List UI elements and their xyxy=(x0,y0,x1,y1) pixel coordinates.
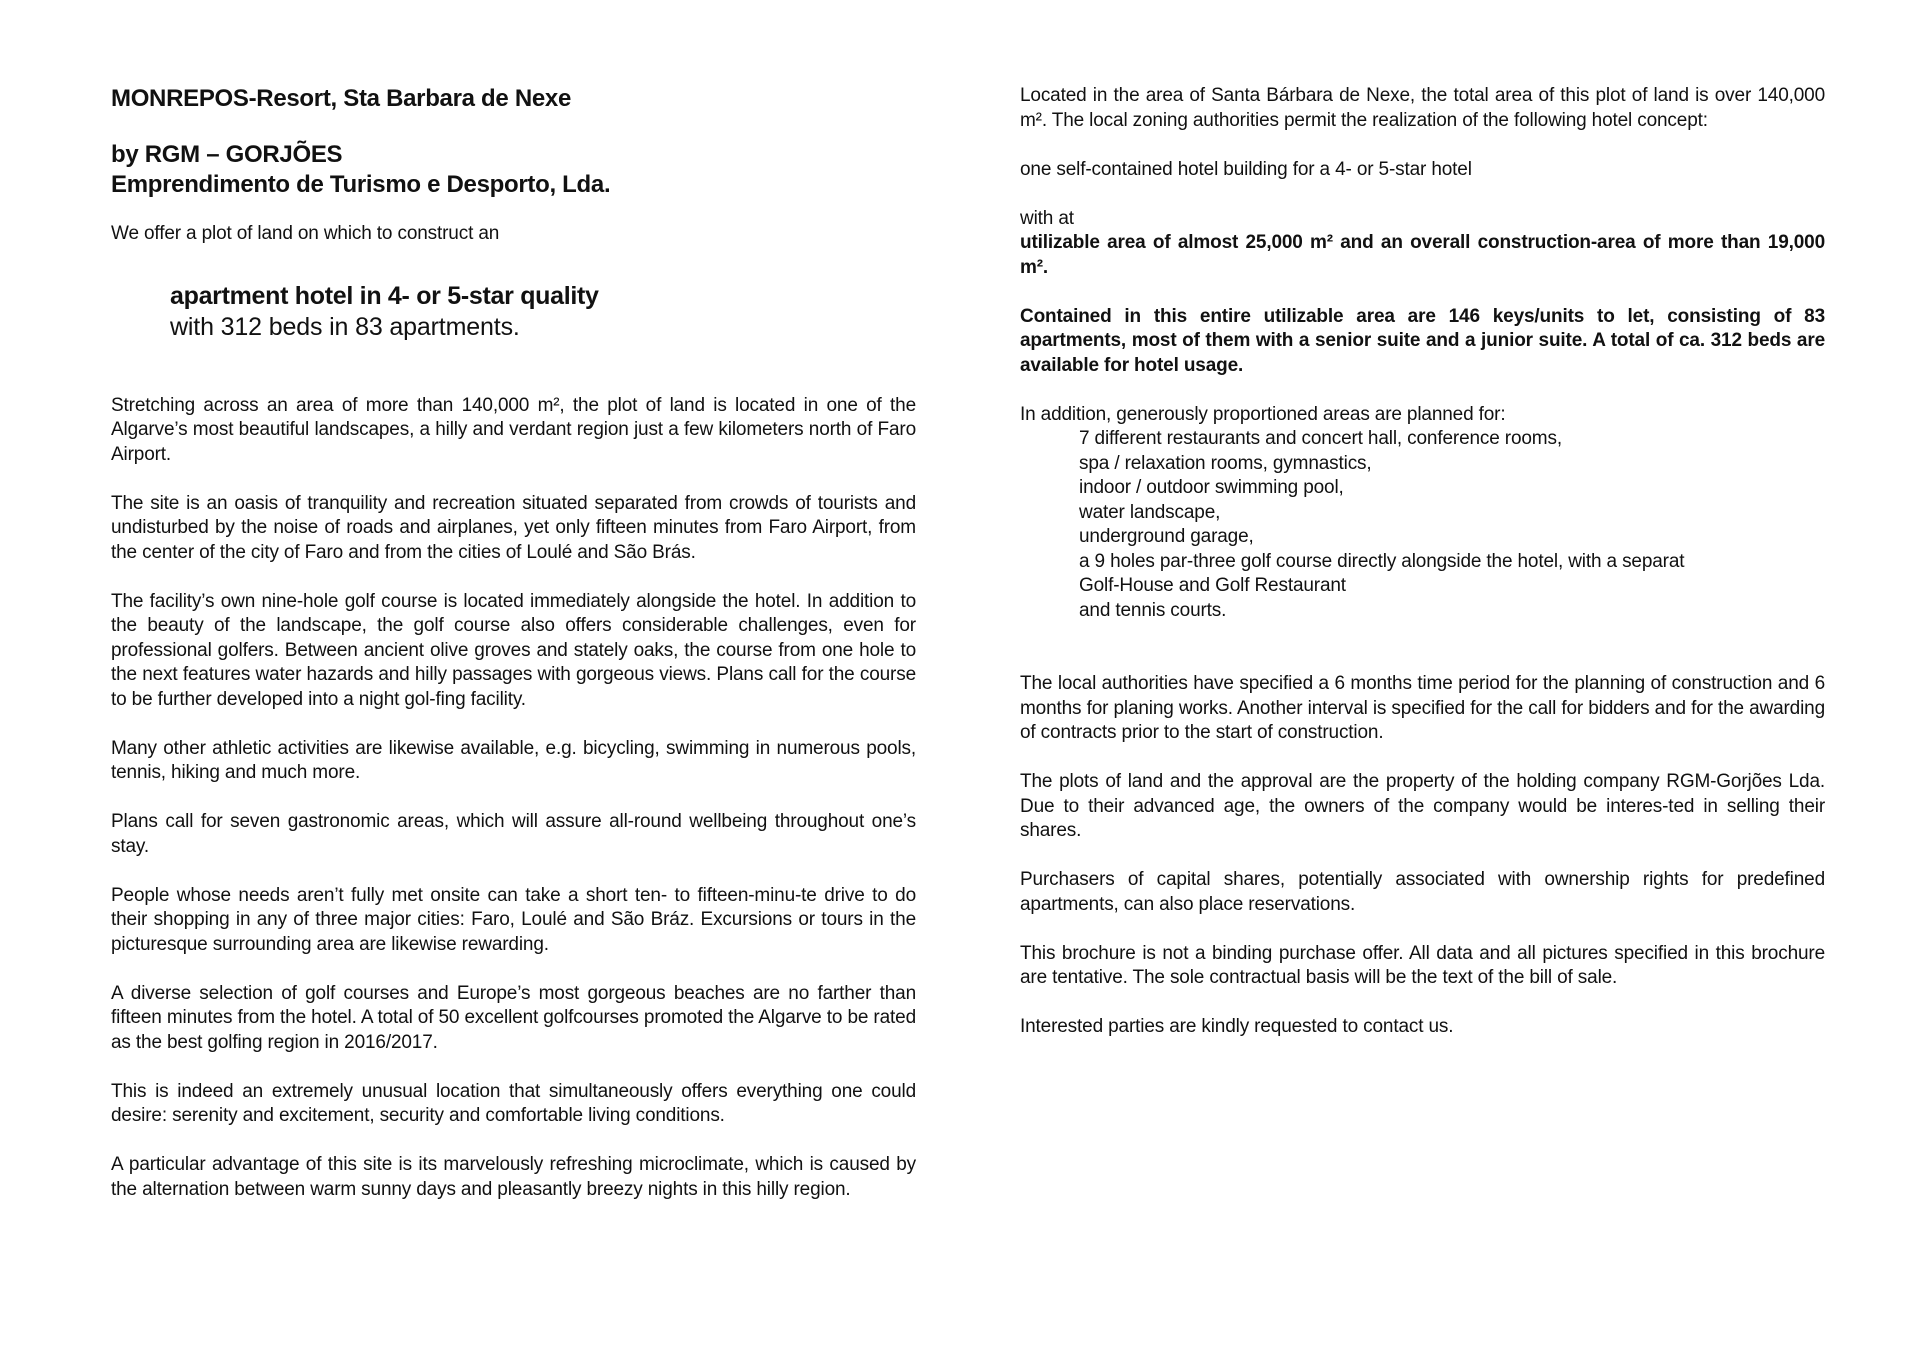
with-at-label: with at xyxy=(1020,207,1074,229)
units-statement: Contained in this entire utilizable area are 146 keys/units to let, consisting of 83 apartments, most of them with a senior suite and a junior suite. A total of ca. 312 beds are available for hotel usage. xyxy=(1020,305,1825,376)
paragraph-location: Stretching across an area of more than 140,000 m², the plot of land is located in one of the Algarve’s most beautiful landscapes, a hilly and verdant region just a few kilometers north of Faro Airport. xyxy=(111,394,916,465)
left-column xyxy=(111,84,916,1202)
paragraph-beaches: A diverse selection of golf courses and Europe’s most gorgeous beaches are no farther than fifteen minutes from the hotel. A total of 50 excellent golfcourses promoted the Algarve to be rated as the best golfing region in 2016/2017. xyxy=(111,982,916,1053)
offer-highlight-detail: with 312 beds in 83 apartments. xyxy=(170,312,520,341)
company-name-line-2: Emprendimento de Turismo e Desporto, Lda. xyxy=(111,171,611,198)
paragraph-shopping: People whose needs aren’t fully met onsite can take a short ten- to fifteen-minu-te drive to do their shopping in any of three major cities: Faro, Loulé and São Bráz. Excursions or tours in the picturesque surrounding area are likewise rewarding. xyxy=(111,884,916,955)
paragraph-gastronomy: Plans call for seven gastronomic areas, which will assure all-round wellbeing throughout one’s stay. xyxy=(111,811,916,857)
paragraph-reservations: Purchasers of capital shares, potentially associated with ownership rights for predefined apartments, can also place reservations. xyxy=(1020,869,1825,915)
list-item: a 9 holes par-three golf course directly alongside the hotel, with a separat xyxy=(1079,550,1685,572)
paragraph-unusual-location: This is indeed an extremely unusual location that simultaneously offers everything one could desire: serenity and excitement, security and comfortable living conditions. xyxy=(111,1080,916,1126)
paragraph-ownership: The plots of land and the approval are the property of the holding company RGM-Gorjões Lda. Due to their advanced age, the owners of the company would be interes-ted in selling their shares. xyxy=(1020,771,1825,841)
offer-intro: We offer a plot of land on which to construct an xyxy=(111,223,500,244)
paragraph-golf-course: The facility’s own nine-hole golf course is located immediately alongside the hotel. In addition to the beauty of the landscape, the golf course also offers considerable challenges, even for professional golfers. Between ancient olive groves and stately oaks, the course from one hole to the next features water hazards and hilly passages with gorgeous views. Plans call for the course to be further developed into a night gol-fing facility. xyxy=(111,590,916,710)
list-item: Golf-House and Golf Restaurant xyxy=(1079,575,1346,596)
list-item: 7 different restaurants and concert hall, conference rooms, xyxy=(1079,428,1562,449)
paragraph-contact: Interested parties are kindly requested to contact us. xyxy=(1020,1016,1454,1037)
list-item: spa / relaxation rooms, gymnastics, xyxy=(1079,452,1372,474)
offer-highlight-strong: apartment hotel in 4- or 5-star quality xyxy=(170,281,599,310)
resort-title: MONREPOS-Resort, Sta Barbara de Nexe xyxy=(111,85,572,112)
right-column xyxy=(1020,84,1825,1040)
paragraph-athletics: Many other athletic activities are likewise available, e.g. bicycling, swimming in numerous pools, tennis, hiking and much more. xyxy=(111,737,916,783)
paragraph-timeline: The local authorities have specified a 6 months time period for the planning of construction and 6 months for planing works. Another interval is specified for the call for bidders and for the awarding of contracts prior to the start of construction. xyxy=(1020,673,1825,743)
list-item: underground garage, xyxy=(1079,526,1254,547)
list-item: water landscape, xyxy=(1079,501,1221,523)
utilizable-area-statement: utilizable area of almost 25,000 m² and an overall construction-area of more than 19,000 m². xyxy=(1020,232,1825,278)
paragraph-zoning: Located in the area of Santa Bárbara de Nexe, the total area of this plot of land is over 140,000 m². The local zoning authorities permit the realization of the following hotel concept: xyxy=(1020,85,1825,131)
list-item: and tennis courts. xyxy=(1079,599,1227,621)
list-item: indoor / outdoor swimming pool, xyxy=(1079,477,1344,498)
offer-highlight xyxy=(170,281,916,343)
paragraph-disclaimer: This brochure is not a binding purchase offer. All data and all pictures specified in this brochure are tentative. The sole contractual basis will be the text of the bill of sale. xyxy=(1020,942,1825,988)
hotel-concept: one self-contained hotel building for a 4- or 5-star hotel xyxy=(1020,158,1472,180)
paragraph-microclimate: A particular advantage of this site is its marvelously refreshing microclimate, which is caused by the alternation between warm sunny days and pleasantly breezy nights in this hilly region. xyxy=(111,1154,916,1200)
planned-areas-intro: In addition, generously proportioned areas are planned for: xyxy=(1020,403,1506,425)
planned-areas-list xyxy=(1020,427,1825,623)
company-name-line-1: by RGM – GORJÕES xyxy=(111,141,343,168)
paragraph-tranquility: The site is an oasis of tranquility and recreation situated separated from crowds of tourists and undisturbed by the noise of roads and airplanes, yet only fifteen minutes from Faro Airport, from the center of the city of Faro and from the cities of Loulé and São Brás. xyxy=(111,492,916,563)
